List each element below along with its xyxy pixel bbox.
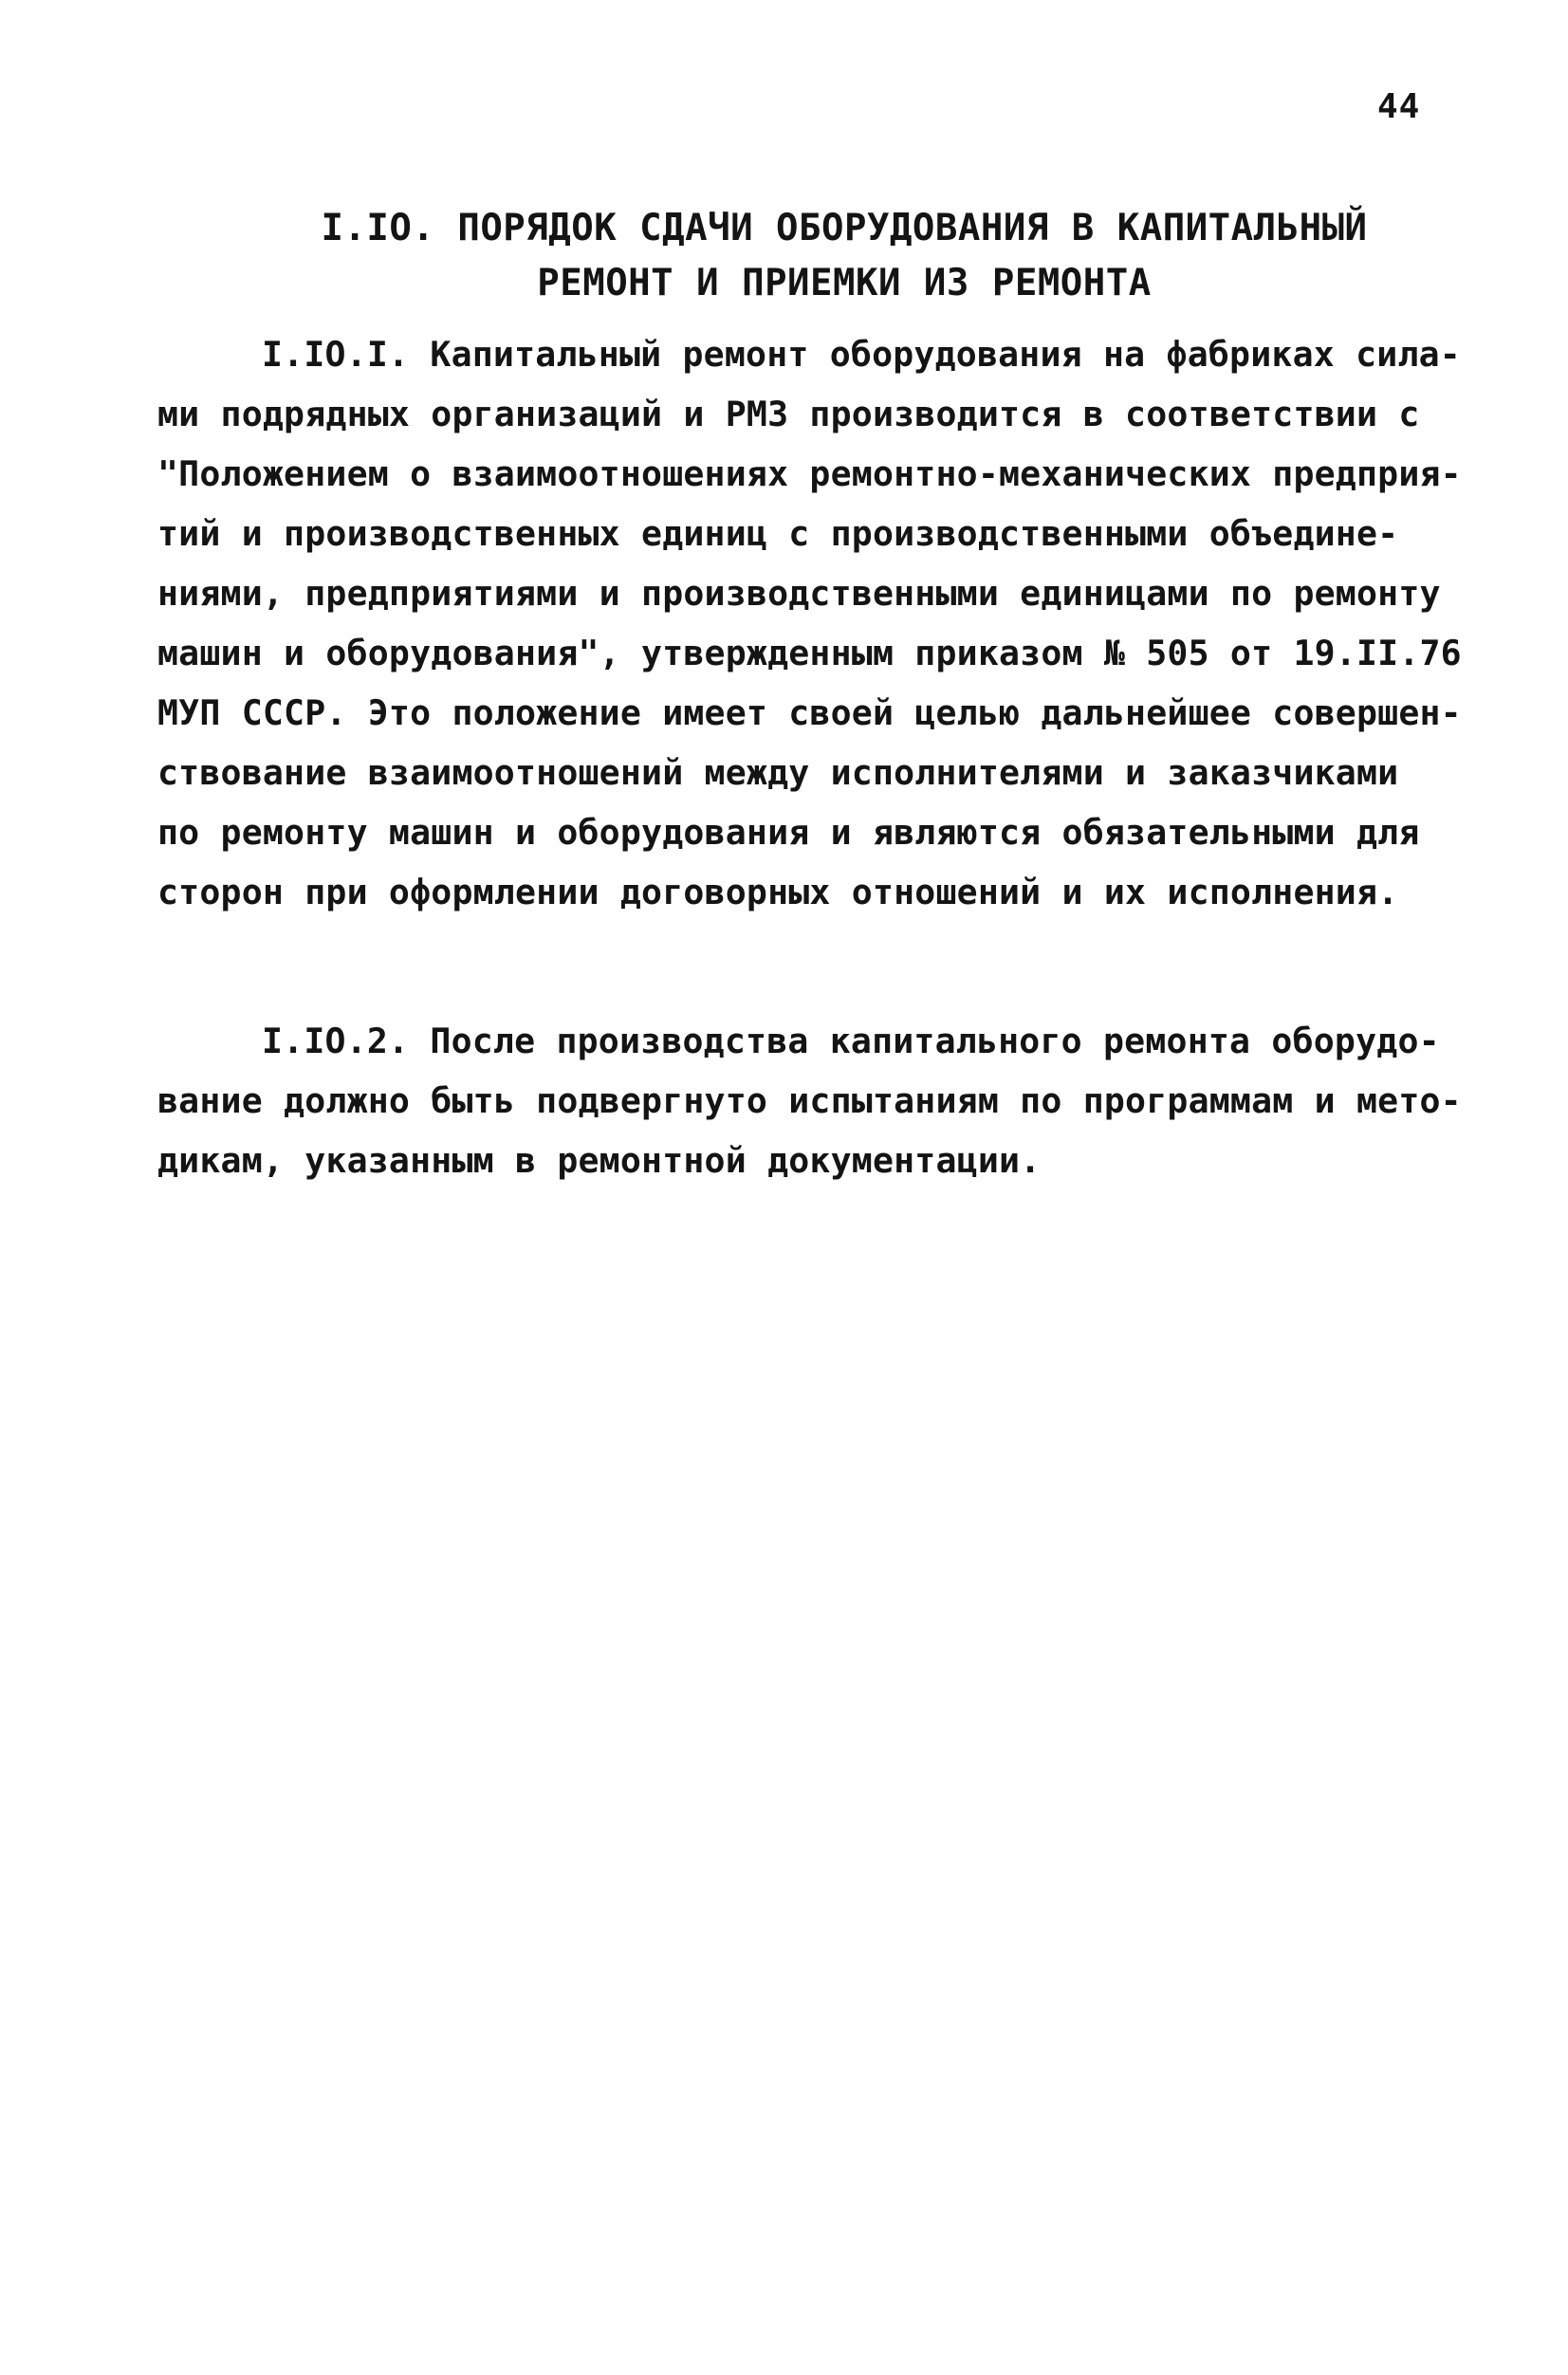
paragraph-1-10-1 (157, 324, 1462, 922)
paragraph-line: сторон при оформлении договорных отношений и их исполнения. (157, 872, 1399, 912)
paragraph-line: I.IO.2. После производства капитального ремонта оборудо- (262, 1021, 1440, 1061)
paragraph-line: ниями, предприятиями и производственными единицами по ремонту (157, 573, 1441, 614)
paragraph-line: ствование взаимоотношений между исполнителями и заказчиками (157, 752, 1399, 793)
paragraph-line: вание должно быть подвергнуто испытаниям по программам и мето- (157, 1080, 1462, 1121)
paragraph-line: по ремонту машин и оборудования и являются обязательными для (157, 812, 1420, 853)
paragraph-line: МУП СССР. Это положение имеет своей целью дальнейшее совершен- (157, 692, 1462, 733)
section-heading (237, 201, 1451, 311)
heading-line: РЕМОНТ И ПРИЕМКИ ИЗ РЕМОНТА (537, 262, 1152, 304)
paragraph-line: тий и производственных единиц с производственными объедине- (157, 513, 1399, 554)
paragraph-line: машин и оборудования", утвержденным приказом № 505 от 19.II.76 (157, 633, 1462, 673)
page-number: 44 (1377, 87, 1421, 126)
paragraph-line: "Положением о взаимоотношениях ремонтно-механических предприя- (157, 453, 1462, 494)
paragraph-line: I.IO.I. Капитальный ремонт оборудования на фабриках сила- (262, 334, 1461, 375)
heading-line: I.IO. ПОРЯДОК СДАЧИ ОБОРУДОВАНИЯ В КАПИТАЛЬНЫЙ (321, 207, 1368, 249)
paragraph-line: ми подрядных организаций и РМЗ производится в соответствии с (157, 394, 1420, 434)
paragraph-1-10-2 (157, 1011, 1462, 1190)
paragraph-line: дикам, указанным в ремонтной документации. (157, 1140, 1042, 1181)
